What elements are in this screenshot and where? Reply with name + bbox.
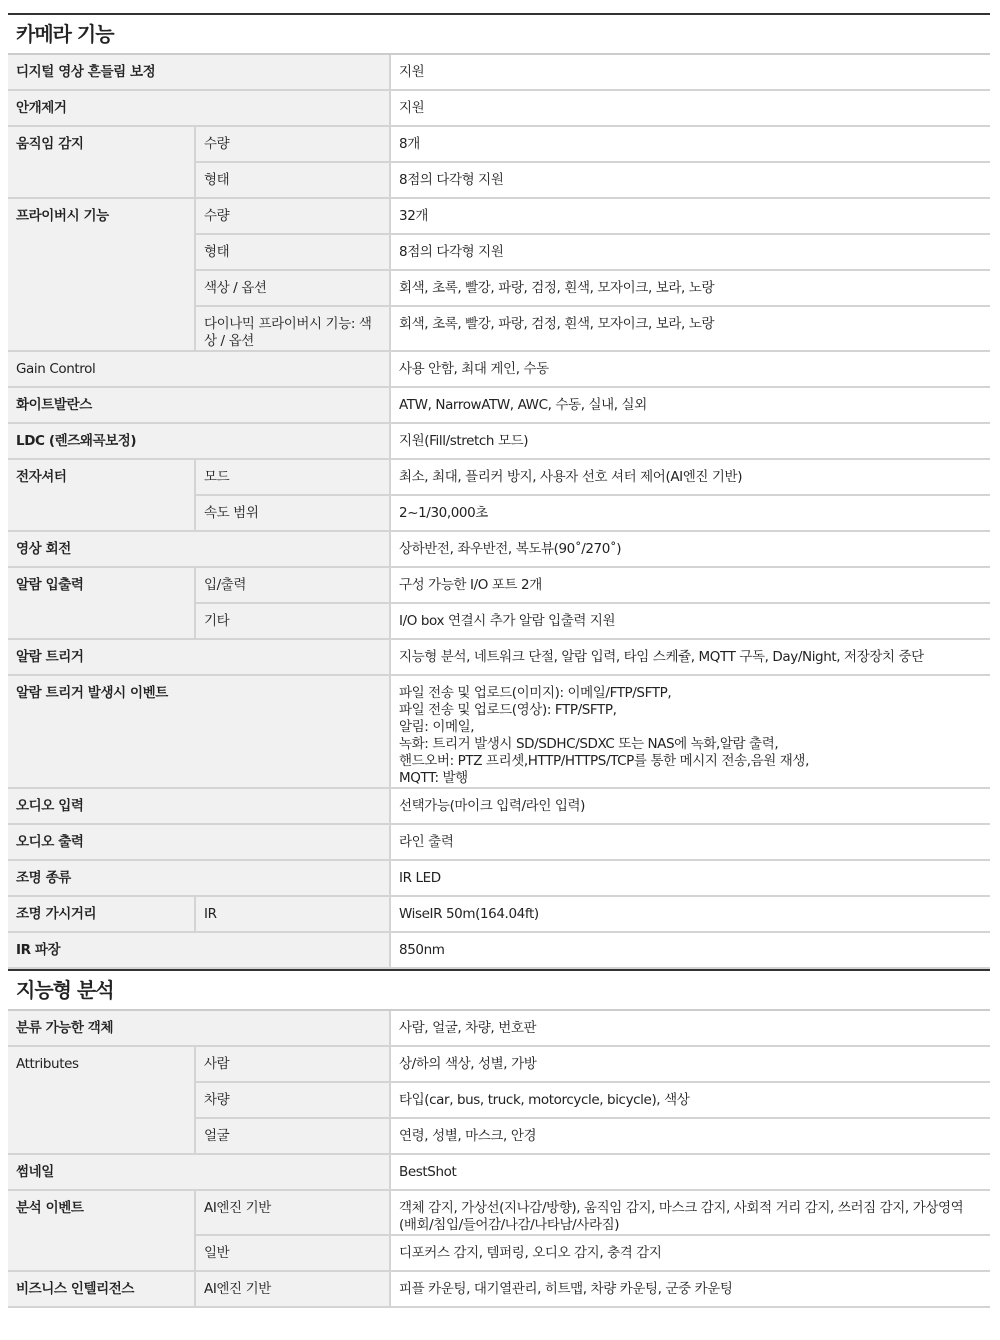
table-row	[8, 351, 990, 387]
row-sublabel: AI엔진 기반	[195, 1190, 390, 1235]
row-value: BestShot	[390, 1154, 990, 1190]
row-label: 프라이버시 기능	[8, 198, 195, 351]
table-row	[8, 788, 990, 824]
row-label: 오디오 입력	[8, 788, 390, 824]
row-value: 상/하의 색상, 성별, 가방	[390, 1046, 990, 1082]
row-value: 상하반전, 좌우반전, 복도뷰(90˚/270˚)	[390, 531, 990, 567]
row-value: IR LED	[390, 860, 990, 896]
row-value: 파일 전송 및 업로드(이미지): 이메일/FTP/SFTP, 파일 전송 및 업로드(영상): FTP/SFTP, 알림: 이메일, 녹화: 트리거 발생시 SD/SDHC/SDXC 또는 NAS에 녹화,알람 출력, 핸드오버: PTZ 프리셋,HTTP/HTTPS/TCP를 통한 메시지 전송,음원 재생, MQTT: 발행	[390, 675, 990, 788]
row-sublabel: 수량	[195, 198, 390, 234]
row-value: 2~1/30,000초	[390, 495, 990, 531]
table-row	[8, 1271, 990, 1307]
row-label: 알람 입출력	[8, 567, 195, 639]
table-row	[8, 896, 990, 932]
table-row	[8, 1154, 990, 1190]
table-row	[8, 459, 990, 495]
table-row	[8, 639, 990, 675]
table-row	[8, 1046, 990, 1082]
row-label: IR 파장	[8, 932, 390, 968]
row-label: 분석 이벤트	[8, 1190, 195, 1271]
spec-table	[8, 55, 990, 969]
row-label: 조명 가시거리	[8, 896, 195, 932]
row-label: 비즈니스 인텔리전스	[8, 1271, 195, 1307]
row-sublabel: 모드	[195, 459, 390, 495]
row-sublabel: 다이나믹 프라이버시 기능: 색상 / 옵션	[195, 306, 390, 351]
row-value: 피플 카운팅, 대기열관리, 히트맵, 차량 카운팅, 군중 카운팅	[390, 1271, 990, 1307]
row-sublabel: 사람	[195, 1046, 390, 1082]
row-label: Attributes	[8, 1046, 195, 1154]
row-sublabel: 형태	[195, 162, 390, 198]
row-sublabel: IR	[195, 896, 390, 932]
table-row	[8, 423, 990, 459]
row-label: 오디오 출력	[8, 824, 390, 860]
table-row	[8, 531, 990, 567]
table-row	[8, 824, 990, 860]
row-label: LDC (렌즈왜곡보정)	[8, 423, 390, 459]
row-value: 연령, 성별, 마스크, 안경	[390, 1118, 990, 1154]
row-value: 지원	[390, 90, 990, 126]
row-value: 구성 가능한 I/O 포트 2개	[390, 567, 990, 603]
row-value: 지원	[390, 55, 990, 90]
row-label: 썸네일	[8, 1154, 390, 1190]
row-value: 사용 안함, 최대 게인, 수동	[390, 351, 990, 387]
row-sublabel: 색상 / 옵션	[195, 270, 390, 306]
table-row	[8, 675, 990, 788]
table-row	[8, 55, 990, 90]
row-label: Gain Control	[8, 351, 390, 387]
table-row	[8, 860, 990, 896]
table-row	[8, 1190, 990, 1235]
row-value: 8개	[390, 126, 990, 162]
row-value: 사람, 얼굴, 차량, 번호판	[390, 1011, 990, 1046]
table-row	[8, 567, 990, 603]
row-sublabel: 속도 범위	[195, 495, 390, 531]
row-label: 알람 트리거	[8, 639, 390, 675]
row-value: 850nm	[390, 932, 990, 968]
row-value: I/O box 연결시 추가 알람 입출력 지원	[390, 603, 990, 639]
table-row	[8, 932, 990, 968]
row-value: 회색, 초록, 빨강, 파랑, 검정, 흰색, 모자이크, 보라, 노랑	[390, 270, 990, 306]
row-value: 지능형 분석, 네트워크 단절, 알람 입력, 타임 스케쥴, MQTT 구독, Day/Night, 저장장치 중단	[390, 639, 990, 675]
row-value: 객체 감지, 가상선(지나감/방향), 움직임 감지, 마스크 감지, 사회적 거리 감지, 쓰러짐 감지, 가상영역 (배회/침입/들어감/나감/나타남/사라짐)	[390, 1190, 990, 1235]
row-sublabel: 얼굴	[195, 1118, 390, 1154]
section-title: 카메라 기능	[8, 13, 990, 55]
row-label: 디지털 영상 흔들림 보정	[8, 55, 390, 90]
row-label: 화이트발란스	[8, 387, 390, 423]
spec-table	[8, 1011, 990, 1308]
row-sublabel: 형태	[195, 234, 390, 270]
row-sublabel: 입/출력	[195, 567, 390, 603]
row-value: 디포커스 감지, 템퍼링, 오디오 감지, 충격 감지	[390, 1235, 990, 1271]
row-value: 8점의 다각형 지원	[390, 162, 990, 198]
row-value: 선택가능(마이크 입력/라인 입력)	[390, 788, 990, 824]
table-row	[8, 90, 990, 126]
row-sublabel: 수량	[195, 126, 390, 162]
table-row	[8, 1011, 990, 1046]
row-sublabel: 차량	[195, 1082, 390, 1118]
row-label: 안개제거	[8, 90, 390, 126]
row-value: 8점의 다각형 지원	[390, 234, 990, 270]
row-label: 분류 가능한 객체	[8, 1011, 390, 1046]
spec-sheet	[8, 13, 990, 1308]
table-row	[8, 198, 990, 234]
row-label: 조명 종류	[8, 860, 390, 896]
row-value: 회색, 초록, 빨강, 파랑, 검정, 흰색, 모자이크, 보라, 노랑	[390, 306, 990, 351]
row-label: 영상 회전	[8, 531, 390, 567]
row-value: 최소, 최대, 플리커 방지, 사용자 선호 셔터 제어(AI엔진 기반)	[390, 459, 990, 495]
row-label: 움직임 감지	[8, 126, 195, 198]
section-title: 지능형 분석	[8, 969, 990, 1011]
row-value: 라인 출력	[390, 824, 990, 860]
row-label: 전자셔터	[8, 459, 195, 531]
row-value: ATW, NarrowATW, AWC, 수동, 실내, 실외	[390, 387, 990, 423]
row-value: 32개	[390, 198, 990, 234]
row-label: 알람 트리거 발생시 이벤트	[8, 675, 390, 788]
row-sublabel: 일반	[195, 1235, 390, 1271]
row-sublabel: AI엔진 기반	[195, 1271, 390, 1307]
row-sublabel: 기타	[195, 603, 390, 639]
table-row	[8, 387, 990, 423]
row-value: WiseIR 50m(164.04ft)	[390, 896, 990, 932]
row-value: 타입(car, bus, truck, motorcycle, bicycle), 색상	[390, 1082, 990, 1118]
table-row	[8, 126, 990, 162]
row-value: 지원(Fill/stretch 모드)	[390, 423, 990, 459]
